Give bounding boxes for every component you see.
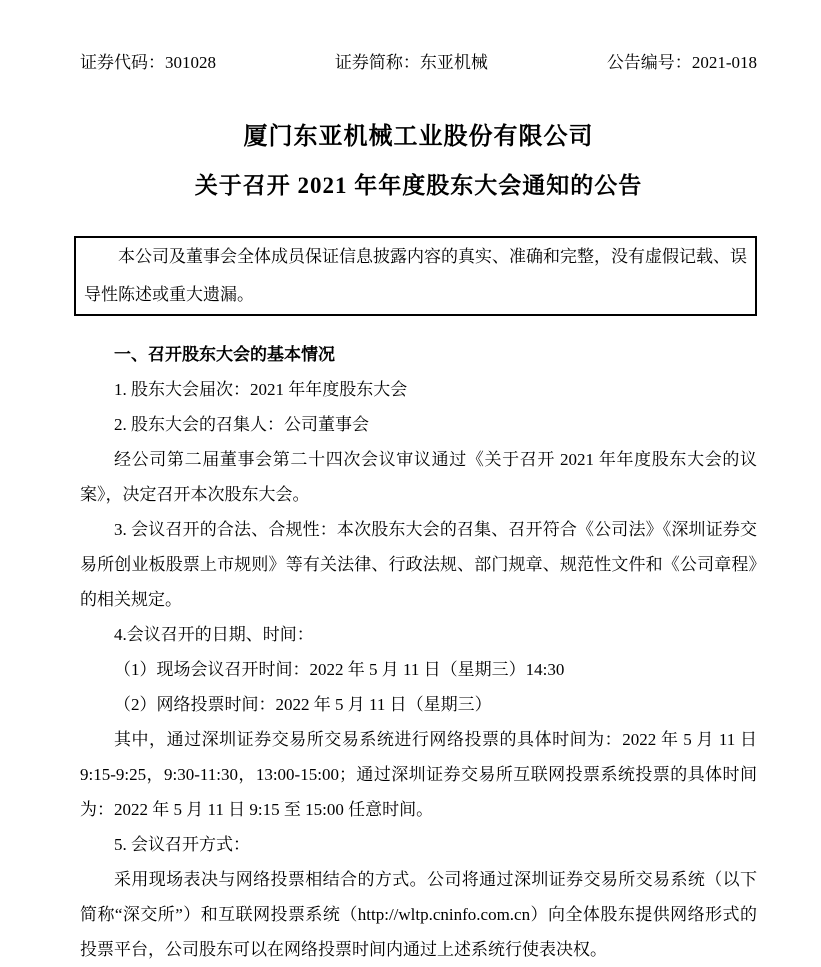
document-header	[80, 52, 757, 74]
paragraph-voting-time-detail: 其中，通过深圳证券交易所交易系统进行网络投票的具体时间为：2022 年 5 月 11 日 9:15-9:25，9:30-11:30，13:00-15:00；通过深圳证券交易所互联网投票系统投票的具体时间为：2022 年 5 月 11 日 9:15 至 15:00 任意时间。	[80, 730, 757, 819]
paragraph-date-time-heading: 4.会议召开的日期、时间：	[114, 625, 314, 644]
paragraph-meeting-method-heading: 5. 会议召开方式：	[114, 835, 250, 854]
paragraph-legality: 3. 会议召开的合法、合规性：本次股东大会的召集、召开符合《公司法》《深圳证券交易所创业板股票上市规则》等有关法律、行政法规、部门规章、规范性文件和《公司章程》的相关规定。	[80, 520, 757, 609]
disclaimer-box	[74, 236, 757, 316]
company-name-title: 厦门东亚机械工业股份有限公司	[243, 124, 594, 150]
announcement-number-label: 公告编号：	[606, 53, 692, 72]
stock-name-value: 东亚机械	[419, 53, 488, 72]
paragraph-board-resolution: 经公司第二届董事会第二十四次会议审议通过《关于召开 2021 年年度股东大会的议案》，决定召开本次股东大会。	[80, 450, 757, 504]
section-heading: 一、召开股东大会的基本情况	[114, 345, 335, 364]
disclaimer-text: 本公司及董事会全体成员保证信息披露内容的真实、准确和完整，没有虚假记载、误导性陈述或重大遗漏。	[84, 247, 747, 304]
announcement-title: 关于召开 2021 年年度股东大会通知的公告	[194, 173, 643, 198]
stock-code	[80, 52, 216, 74]
document-body	[80, 337, 757, 967]
announcement-number-value: 2021-018	[691, 53, 757, 72]
paragraph-convener: 2. 股东大会的召集人：公司董事会	[114, 415, 369, 434]
paragraph-online-voting-time: （2）网络投票时间：2022 年 5 月 11 日（星期三）	[114, 695, 492, 714]
stock-code-value: 301028	[165, 53, 216, 72]
announcement-number	[607, 52, 757, 74]
stock-name	[335, 52, 488, 74]
stock-name-label: 证券简称：	[334, 53, 420, 72]
paragraph-onsite-meeting-time: （1）现场会议召开时间：2022 年 5 月 11 日（星期三）14:30	[114, 660, 565, 679]
paragraph-meeting-session: 1. 股东大会届次：2021 年年度股东大会	[114, 380, 408, 399]
paragraph-meeting-method-detail: 采用现场表决与网络投票相结合的方式。公司将通过深圳证券交易所交易系统（以下简称“深交所”）和互联网投票系统（http://wltp.cninfo.com.cn）向全体股东提供网络形式的投票平台，公司股东可以在网络投票时间内通过上述系统行使表决权。	[80, 870, 757, 959]
stock-code-label: 证券代码：	[80, 53, 165, 72]
